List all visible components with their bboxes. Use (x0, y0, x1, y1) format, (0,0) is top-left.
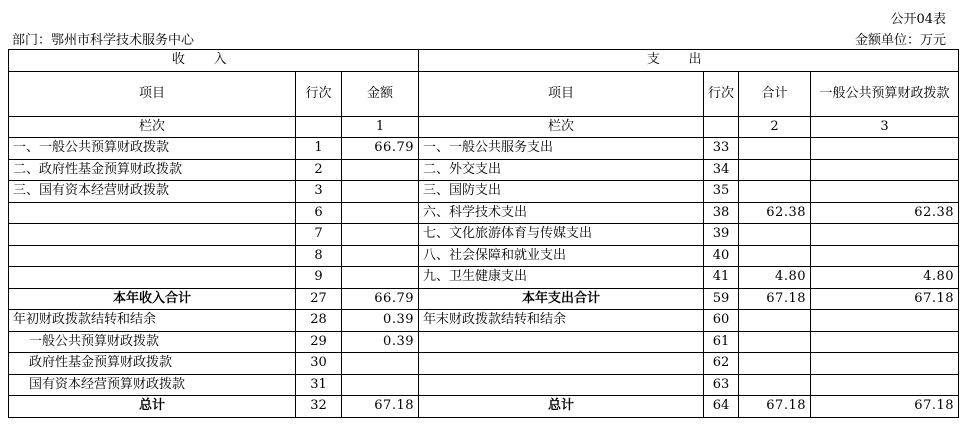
expense-row-no-cell: 64 (704, 396, 739, 418)
expense-general-cell (811, 181, 959, 203)
income-row-no-cell: 9 (296, 267, 342, 289)
expense-total-cell (739, 138, 811, 160)
table-row (9, 159, 959, 181)
expense-item-cell: 七、文化旅游体育与传媒支出 (419, 224, 704, 246)
expense-item-cell: 三、国防支出 (419, 181, 704, 203)
income-amount-cell: 67.18 (342, 396, 419, 418)
expense-row-no-cell: 60 (704, 310, 739, 332)
expense-item-cell: 总计 (419, 396, 704, 418)
form-number: 公开04表 (890, 12, 946, 27)
column-header-row (9, 71, 959, 116)
income-row-no-cell: 6 (296, 202, 342, 224)
expense-total-cell (739, 181, 811, 203)
income-row-no-cell: 30 (296, 353, 342, 375)
expense-general-cell (811, 374, 959, 396)
section-header-row (9, 50, 959, 72)
table-row (9, 374, 959, 396)
table-row (9, 181, 959, 203)
income-amount-cell: 66.79 (342, 138, 419, 160)
income-amount-cell (342, 181, 419, 203)
expense-total-cell (739, 353, 811, 375)
expense-general-cell (811, 331, 959, 353)
expense-row-no-cell: 35 (704, 181, 739, 203)
income-item-cell: 国有资本经营预算财政拨款 (9, 374, 296, 396)
expense-general-cell (811, 310, 959, 332)
income-row-no-cell: 1 (296, 138, 342, 160)
expense-general-cell (811, 245, 959, 267)
expense-column-label: 栏次 (419, 116, 704, 138)
expense-general-cell (811, 224, 959, 246)
income-row-no-cell: 28 (296, 310, 342, 332)
income-amount-cell (342, 245, 419, 267)
income-row-no-cell: 8 (296, 245, 342, 267)
income-amount-cell: 0.39 (342, 331, 419, 353)
table-row (9, 288, 959, 310)
income-amount-header: 金额 (342, 71, 419, 116)
income-amount-cell: 0.39 (342, 310, 419, 332)
income-row-no-cell: 29 (296, 331, 342, 353)
empty-cell (704, 116, 739, 138)
table-row (9, 202, 959, 224)
income-row-no-cell: 27 (296, 288, 342, 310)
expense-total-header: 合计 (739, 71, 811, 116)
column-index-row (9, 116, 959, 138)
table-row (9, 331, 959, 353)
expense-total-cell (739, 331, 811, 353)
expense-general-cell: 4.80 (811, 267, 959, 289)
empty-cell (296, 116, 342, 138)
income-amount-cell (342, 374, 419, 396)
expense-total-cell: 67.18 (739, 396, 811, 418)
expense-section-title: 支出 (419, 50, 959, 72)
income-amount-cell (342, 159, 419, 181)
expense-item-cell: 二、外交支出 (419, 159, 704, 181)
expense-row-no-cell: 33 (704, 138, 739, 160)
expense-general-cell (811, 159, 959, 181)
table-row (9, 245, 959, 267)
expense-total-cell: 67.18 (739, 288, 811, 310)
expense-row-no-cell: 62 (704, 353, 739, 375)
income-item-cell (9, 245, 296, 267)
income-amount-cell: 66.79 (342, 288, 419, 310)
expense-item-cell (419, 353, 704, 375)
income-row-no-header: 行次 (296, 71, 342, 116)
expense-row-no-cell: 61 (704, 331, 739, 353)
expense-total-index: 2 (739, 116, 811, 138)
income-amount-cell (342, 267, 419, 289)
expense-row-no-cell: 63 (704, 374, 739, 396)
expense-general-cell (811, 138, 959, 160)
income-amount-index: 1 (342, 116, 419, 138)
income-item-header: 项目 (9, 71, 296, 116)
income-section-title: 收入 (9, 50, 419, 72)
expense-total-cell (739, 374, 811, 396)
expense-total-cell: 62.38 (739, 202, 811, 224)
expense-row-no-cell: 40 (704, 245, 739, 267)
income-row-no-cell: 32 (296, 396, 342, 418)
income-item-cell: 一、一般公共预算财政拨款 (9, 138, 296, 160)
table-row (9, 353, 959, 375)
expense-item-cell: 六、科学技术支出 (419, 202, 704, 224)
income-column-label: 栏次 (9, 116, 296, 138)
expense-total-cell (739, 245, 811, 267)
expense-item-cell: 本年支出合计 (419, 288, 704, 310)
expense-item-cell: 年末财政拨款结转和结余 (419, 310, 704, 332)
fiscal-appropriation-table (8, 49, 959, 418)
expense-row-no-cell: 39 (704, 224, 739, 246)
income-amount-cell (342, 353, 419, 375)
income-item-cell (9, 267, 296, 289)
income-item-cell (9, 224, 296, 246)
amount-unit-label: 金额单位：万元 (854, 33, 946, 48)
expense-item-cell: 一、一般公共服务支出 (419, 138, 704, 160)
table-row (9, 224, 959, 246)
income-row-no-cell: 2 (296, 159, 342, 181)
expense-total-cell (739, 224, 811, 246)
income-item-cell: 三、国有资本经营财政拨款 (9, 181, 296, 203)
expense-item-cell (419, 331, 704, 353)
table-row (9, 267, 959, 289)
department-label: 部门：鄂州市科学技术服务中心 (12, 33, 195, 48)
expense-general-cell: 67.18 (811, 396, 959, 418)
income-item-cell: 政府性基金预算财政拨款 (9, 353, 296, 375)
expense-row-no-header: 行次 (704, 71, 739, 116)
income-item-cell (9, 202, 296, 224)
expense-item-cell (419, 374, 704, 396)
expense-general-index: 3 (811, 116, 959, 138)
income-item-cell: 年初财政拨款结转和结余 (9, 310, 296, 332)
income-amount-cell (342, 202, 419, 224)
expense-general-budget-header: 一般公共预算财政拨款 (811, 71, 959, 116)
expense-general-cell (811, 353, 959, 375)
expense-row-no-cell: 38 (704, 202, 739, 224)
income-row-no-cell: 3 (296, 181, 342, 203)
expense-total-cell (739, 310, 811, 332)
table-row (9, 310, 959, 332)
table-body (9, 138, 959, 418)
income-item-cell: 一般公共预算财政拨款 (9, 331, 296, 353)
income-amount-cell (342, 224, 419, 246)
income-row-no-cell: 31 (296, 374, 342, 396)
table-row (9, 138, 959, 160)
expense-general-cell: 67.18 (811, 288, 959, 310)
expense-item-cell: 九、卫生健康支出 (419, 267, 704, 289)
income-item-cell: 二、政府性基金预算财政拨款 (9, 159, 296, 181)
table-row (9, 396, 959, 418)
income-item-cell: 总计 (9, 396, 296, 418)
expense-row-no-cell: 59 (704, 288, 739, 310)
income-item-cell: 本年收入合计 (9, 288, 296, 310)
income-row-no-cell: 7 (296, 224, 342, 246)
expense-total-cell: 4.80 (739, 267, 811, 289)
expense-general-cell: 62.38 (811, 202, 959, 224)
expense-item-header: 项目 (419, 71, 704, 116)
expense-row-no-cell: 41 (704, 267, 739, 289)
expense-item-cell: 八、社会保障和就业支出 (419, 245, 704, 267)
expense-total-cell (739, 159, 811, 181)
expense-row-no-cell: 34 (704, 159, 739, 181)
